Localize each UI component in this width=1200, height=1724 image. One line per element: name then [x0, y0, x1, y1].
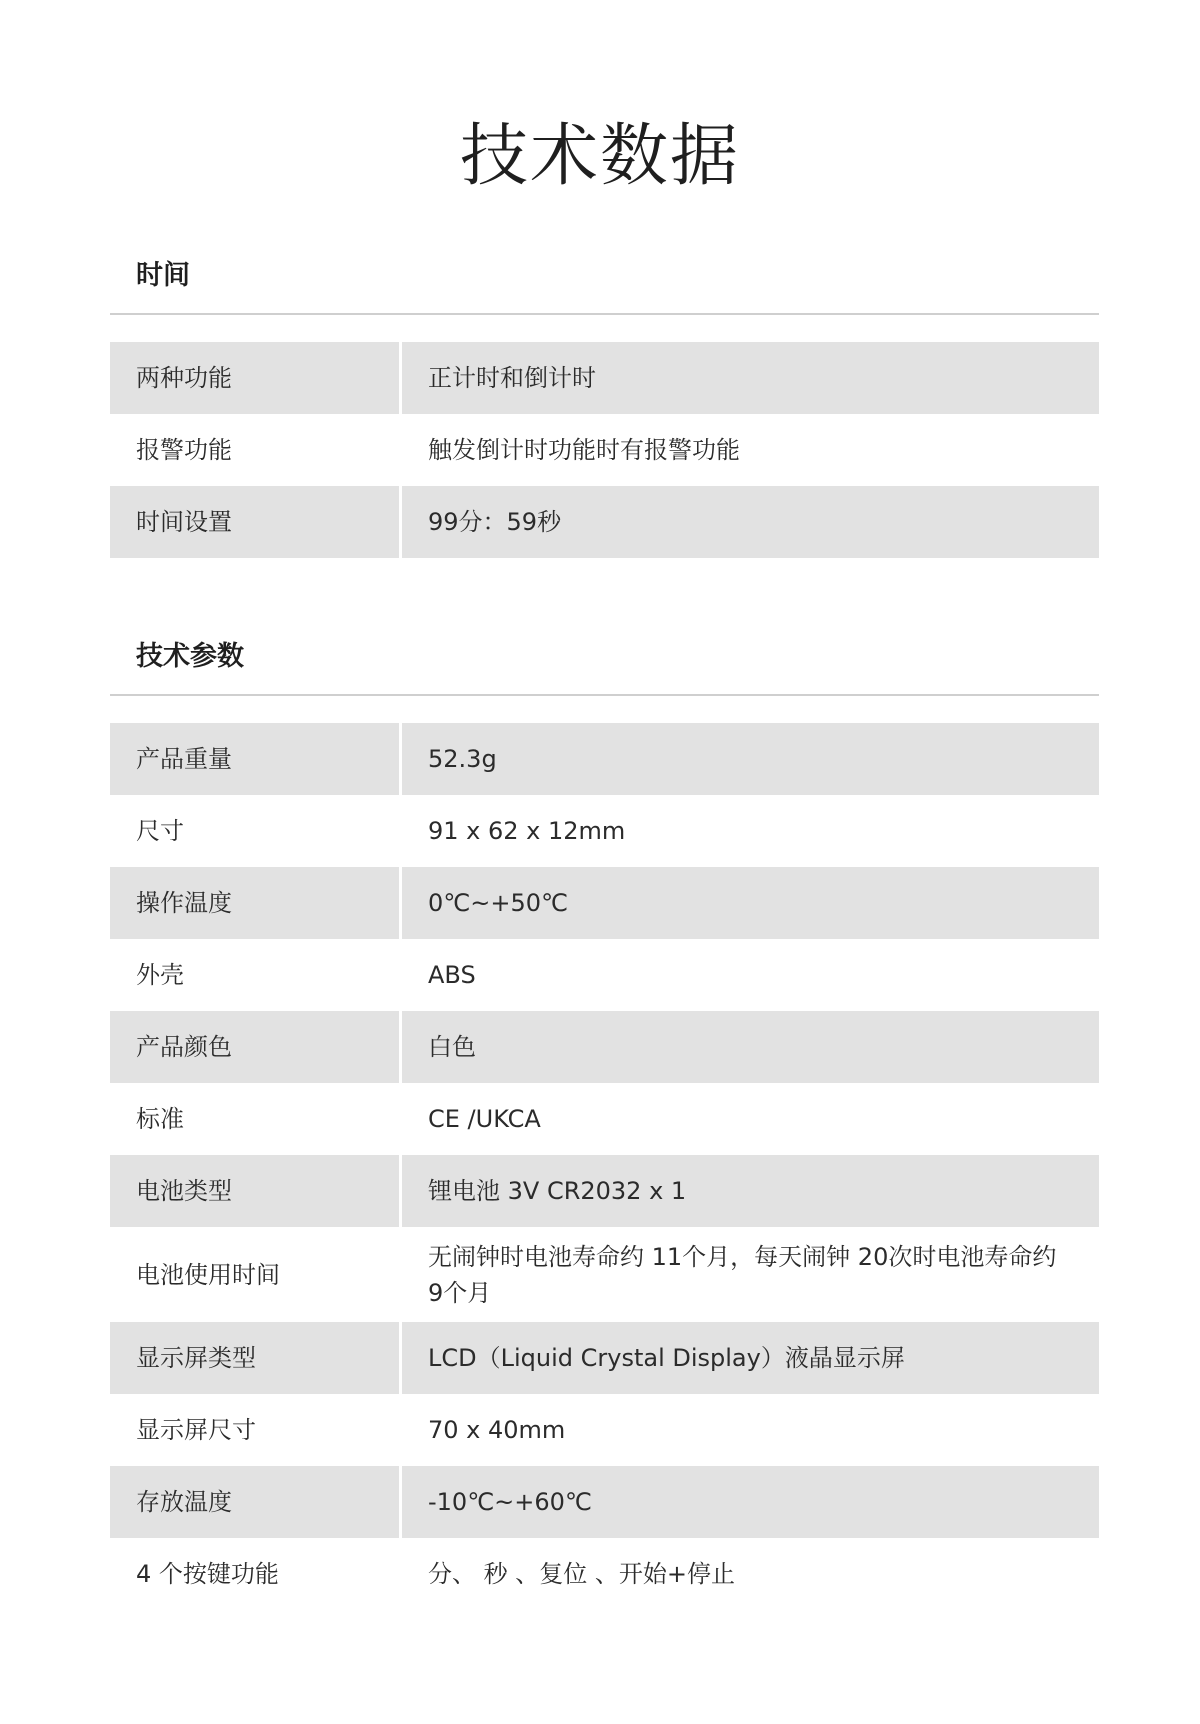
- section-time: [110, 255, 1099, 558]
- section-divider: [110, 694, 1099, 696]
- section-tech-params: [110, 636, 1099, 1610]
- spec-value: 白色: [428, 1033, 476, 1061]
- spec-row: [110, 1011, 1099, 1083]
- spec-label: 操作温度: [110, 867, 402, 939]
- spec-row: [110, 414, 1099, 486]
- spec-row: [110, 1538, 1099, 1610]
- spec-row: [110, 1083, 1099, 1155]
- page-title: 技术数据: [459, 117, 740, 196]
- section-heading: 时间: [136, 260, 190, 291]
- spec-label: 两种功能: [110, 342, 402, 414]
- spec-value: 91 x 62 x 12mm: [428, 817, 626, 845]
- spec-row: [110, 939, 1099, 1011]
- spec-label: 产品重量: [110, 723, 402, 795]
- spec-label: 尺寸: [136, 817, 184, 845]
- spec-row: [110, 342, 1099, 414]
- spec-value: 分、 秒 、复位 、开始+停止: [428, 1560, 735, 1588]
- spec-value: 正计时和倒计时: [428, 364, 596, 392]
- spec-value: CE /UKCA: [428, 1105, 541, 1133]
- spec-label: 产品颜色: [110, 1011, 402, 1083]
- spec-row: [110, 1227, 1099, 1322]
- spec-label: 显示屏类型: [110, 1322, 402, 1394]
- spec-value: 锂电池 3V CR2032 x 1: [428, 1177, 687, 1205]
- section-heading: 技术参数: [136, 641, 244, 672]
- spec-row: [110, 795, 1099, 867]
- spec-value: 触发倒计时功能时有报警功能: [428, 436, 740, 464]
- spec-table-tech: [110, 723, 1099, 1610]
- section-divider: [110, 313, 1099, 315]
- spec-row: [110, 1466, 1099, 1538]
- spec-label: 时间设置: [110, 486, 402, 558]
- spec-label: 存放温度: [110, 1466, 402, 1538]
- spec-value: 无闹钟时电池寿命约 11个月，每天闹钟 20次时电池寿命约 9个月: [428, 1242, 1057, 1307]
- spec-value: 0℃~+50℃: [428, 889, 568, 917]
- spec-label: 外壳: [136, 961, 184, 989]
- spec-row: [110, 1322, 1099, 1394]
- spec-row: [110, 867, 1099, 939]
- spec-label: 4 个按键功能: [136, 1560, 279, 1588]
- spec-row: [110, 1394, 1099, 1466]
- spec-label: 显示屏尺寸: [136, 1416, 256, 1444]
- spec-value: 99分：59秒: [428, 508, 562, 536]
- spec-row: [110, 723, 1099, 795]
- spec-label: 标准: [136, 1105, 184, 1133]
- spec-value: 70 x 40mm: [428, 1416, 566, 1444]
- spec-row: [110, 486, 1099, 558]
- spec-label: 电池类型: [110, 1155, 402, 1227]
- spec-value: 52.3g: [428, 745, 497, 773]
- spec-value: -10℃~+60℃: [428, 1488, 592, 1516]
- spec-value: ABS: [428, 961, 476, 989]
- spec-label: 电池使用时间: [136, 1260, 280, 1289]
- spec-row: [110, 1155, 1099, 1227]
- spec-value: LCD（Liquid Crystal Display）液晶显示屏: [428, 1344, 905, 1372]
- spec-label: 报警功能: [136, 436, 232, 464]
- spec-table-time: [110, 342, 1099, 558]
